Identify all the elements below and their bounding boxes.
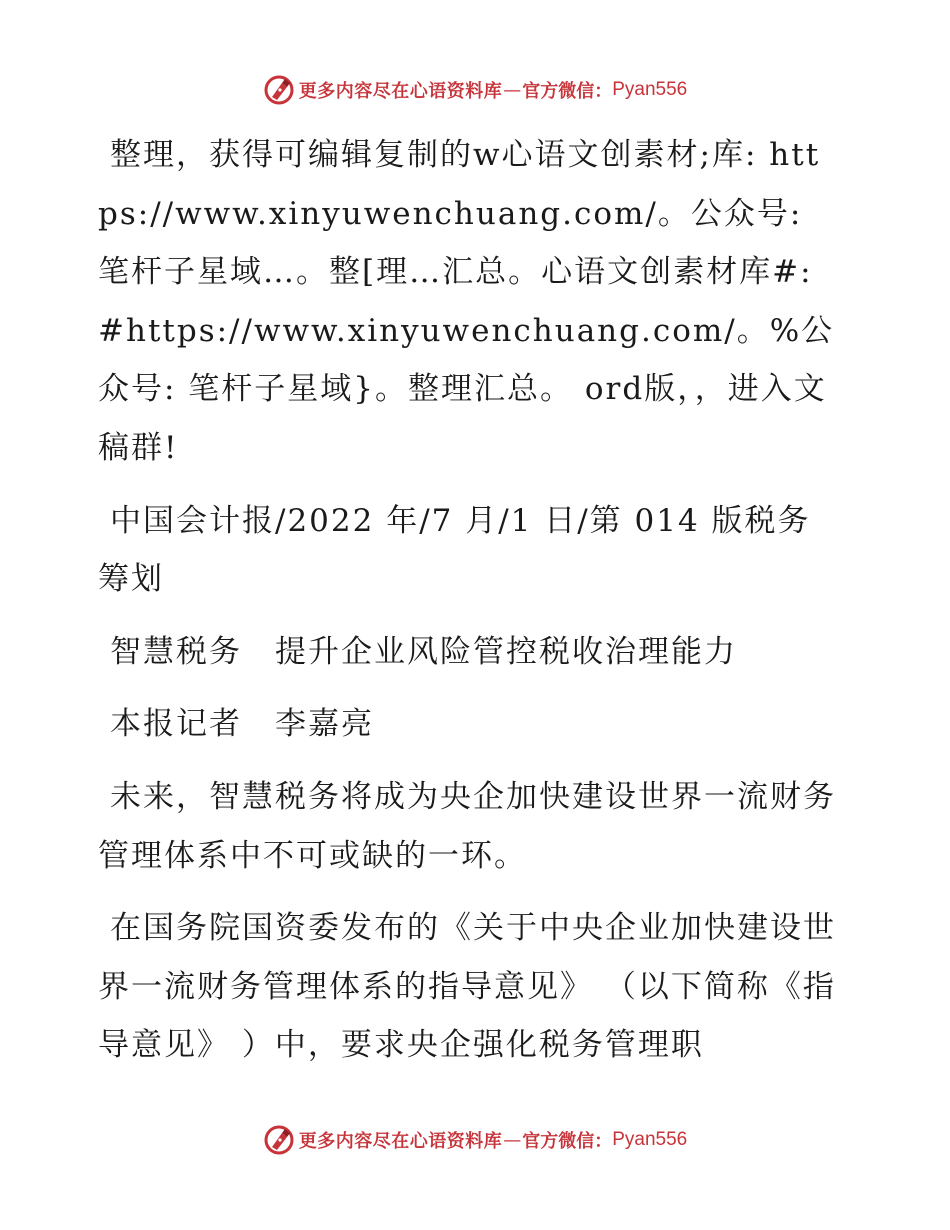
document-body bbox=[98, 126, 838, 1089]
banner-contact-label: 官方微信： bbox=[522, 81, 613, 102]
footer-banner bbox=[0, 1120, 950, 1160]
byline: 本报记者 李嘉亮 bbox=[110, 706, 374, 743]
footer-slogan: 更多内容尽在心语资料库 bbox=[298, 1131, 503, 1152]
intro-paragraph: 整理，获得可编辑复制的w心语文创素材;库: https://www.xinyuwenchuang.com/。公众号: 笔杆子星域…。整[理…汇总。心语文创素材库#: #https://www.xinyuwenchuang.com/。%公众号: 笔杆子星域}。整理汇总。 ord版，，进入文稿群! bbox=[98, 137, 835, 466]
footer-dash: — bbox=[503, 1129, 522, 1151]
body-paragraph: 在国务院国资委发布的《关于中央企业加快建设世界一流财务管理体系的指导意见》 （以下简称《指导意见》 ）中，要求央企强化税务管理职 bbox=[98, 910, 836, 1064]
banner-contact-id: Pyan556 bbox=[612, 79, 688, 100]
header-banner bbox=[0, 70, 950, 110]
pen-nib-circle-icon bbox=[263, 74, 295, 106]
pen-nib-circle-icon bbox=[263, 1124, 295, 1156]
banner-dash: — bbox=[503, 79, 522, 101]
footer-contact-id: Pyan556 bbox=[612, 1129, 688, 1150]
article-title: 智慧税务 提升企业风险管控税收治理能力 bbox=[110, 633, 737, 670]
source-line: 中国会计报/2022 年/7 月/1 日/第 014 版税务筹划 bbox=[98, 502, 811, 598]
footer-contact-label: 官方微信： bbox=[522, 1131, 613, 1152]
banner-slogan: 更多内容尽在心语资料库 bbox=[298, 81, 503, 102]
lead-paragraph: 未来，智慧税务将成为央企加快建设世界一流财务管理体系中不可或缺的一环。 bbox=[98, 778, 836, 874]
